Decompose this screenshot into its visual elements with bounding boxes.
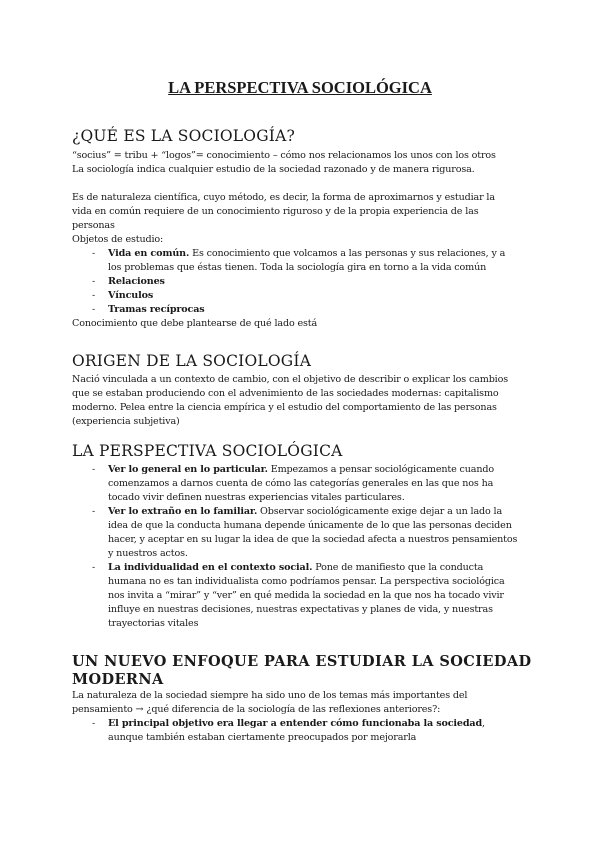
list-item xyxy=(72,463,528,505)
dash-bullet: - xyxy=(92,718,96,729)
text-line: influye en nuestras decisiones, nuestras expectativas y planes de vida, y nuestras xyxy=(108,604,493,615)
section-body-que-es xyxy=(72,149,528,331)
text-span: Es conocimiento que volcamos a las personas y sus relaciones, y a xyxy=(189,248,506,259)
text-line: tocado vivir definen nuestras experiencias vitales particulares. xyxy=(108,492,405,503)
text-line xyxy=(108,247,528,261)
text-line xyxy=(108,561,528,575)
text-line: (experiencia subjetiva) xyxy=(72,416,180,427)
list-item xyxy=(72,303,528,317)
text-line xyxy=(108,275,528,289)
text-line: y nuestros actos. xyxy=(108,548,188,559)
document-title: LA PERSPECTIVA SOCIOLÓGICA xyxy=(168,78,432,97)
text-line: comenzamos a darnos cuenta de cómo las categorías generales en las que nos ha xyxy=(108,478,494,489)
text-line: que se estaban produciendo con el advenimiento de las sociedades modernas: capitalismo xyxy=(72,388,499,399)
text-line: hacer, y aceptar en su lugar la idea de que la sociedad afecta a nuestros pensamientos xyxy=(108,534,518,545)
text-span: Observar sociológicamente exige dejar a un lado la xyxy=(257,506,503,517)
bold-term: Ver lo extraño en lo familiar. xyxy=(108,506,258,517)
text-line: los problemas que éstas tienen. Toda la sociología gira en torno a la vida común xyxy=(108,262,487,273)
dash-bullet: - xyxy=(92,248,96,259)
text-span: , xyxy=(482,718,485,729)
dash-bullet: - xyxy=(92,464,96,475)
text-line: moderno. Pelea entre la ciencia empírica y el estudio del comportamiento de las personas xyxy=(72,402,497,413)
blank-line xyxy=(72,177,528,191)
text-line: trayectorias vitales xyxy=(108,618,199,629)
text-line xyxy=(108,289,528,303)
bold-term: Vínculos xyxy=(108,290,154,301)
list-item xyxy=(72,247,528,275)
section-heading-que-es: ¿QUÉ ES LA SOCIOLOGÍA? xyxy=(72,127,296,145)
heading-line: UN NUEVO ENFOQUE PARA ESTUDIAR LA SOCIEDAD xyxy=(72,653,532,670)
section-heading-nuevo-enfoque xyxy=(72,653,542,689)
text-line xyxy=(108,303,528,317)
section-heading-origen: ORIGEN DE LA SOCIOLOGÍA xyxy=(72,352,312,370)
dash-bullet: - xyxy=(92,304,96,315)
heading-line: MODERNA xyxy=(72,671,164,688)
section-body-nuevo-enfoque xyxy=(72,689,528,745)
bold-term: Relaciones xyxy=(108,276,165,287)
text-line: La naturaleza de la sociedad siempre ha sido uno de los temas más importantes del xyxy=(72,690,468,701)
bold-term: La individualidad en el contexto social. xyxy=(108,562,313,573)
bold-term: Ver lo general en lo particular. xyxy=(108,464,268,475)
text-line xyxy=(108,505,528,519)
bold-term: Tramas recíprocas xyxy=(108,304,205,315)
text-line: vida en común requiere de un conocimiento riguroso y de la propia experiencia de las xyxy=(72,206,479,217)
text-line: aunque también estaban ciertamente preocupados por mejorarla xyxy=(108,732,417,743)
dash-bullet: - xyxy=(92,562,96,573)
text-line: Conocimiento que debe plantearse de qué lado está xyxy=(72,318,318,329)
text-line: pensamiento → ¿qué diferencia de la sociología de las reflexiones anteriores?: xyxy=(72,704,441,715)
text-line: Nació vinculada a un contexto de cambio, con el objetivo de describir o explicar los cambios xyxy=(72,374,509,385)
text-line: “socius” = tribu + “logos”= conocimiento – cómo nos relacionamos los unos con los otros xyxy=(72,150,496,161)
section-body-perspectiva xyxy=(72,463,528,631)
text-line: idea de que la conducta humana depende únicamente de lo que las personas deciden xyxy=(108,520,512,531)
bold-term: Vida en común. xyxy=(108,248,190,259)
text-line: nos invita a “mirar” y “ver” en qué medida la sociedad en la que nos ha tocado vivir xyxy=(108,590,504,601)
list-item xyxy=(72,289,528,303)
bold-term: El principal objetivo era llegar a entender cómo funcionaba la sociedad xyxy=(108,718,483,729)
dash-bullet: - xyxy=(92,276,96,287)
text-line xyxy=(108,717,528,731)
text-line: personas xyxy=(72,220,115,231)
list-item xyxy=(72,561,528,631)
text-span: Empezamos a pensar sociológicamente cuando xyxy=(267,464,494,475)
list-item xyxy=(72,505,528,561)
section-heading-perspectiva: LA PERSPECTIVA SOCIOLÓGICA xyxy=(72,442,343,460)
dash-bullet: - xyxy=(92,506,96,517)
list-item xyxy=(72,275,528,289)
dash-bullet: - xyxy=(92,290,96,301)
text-line: Es de naturaleza científica, cuyo método, es decir, la forma de aproximarnos y estudiar la xyxy=(72,192,495,203)
text-span: Pone de manifiesto que la conducta xyxy=(312,562,484,573)
section-body-origen xyxy=(72,373,528,429)
text-line: humana no es tan individualista como podríamos pensar. La perspectiva sociológica xyxy=(108,576,505,587)
list-item xyxy=(72,717,528,745)
text-line: La sociología indica cualquier estudio de la sociedad razonado y de manera rigurosa. xyxy=(72,164,475,175)
text-line xyxy=(108,463,528,477)
objects-label: Objetos de estudio: xyxy=(72,234,164,245)
